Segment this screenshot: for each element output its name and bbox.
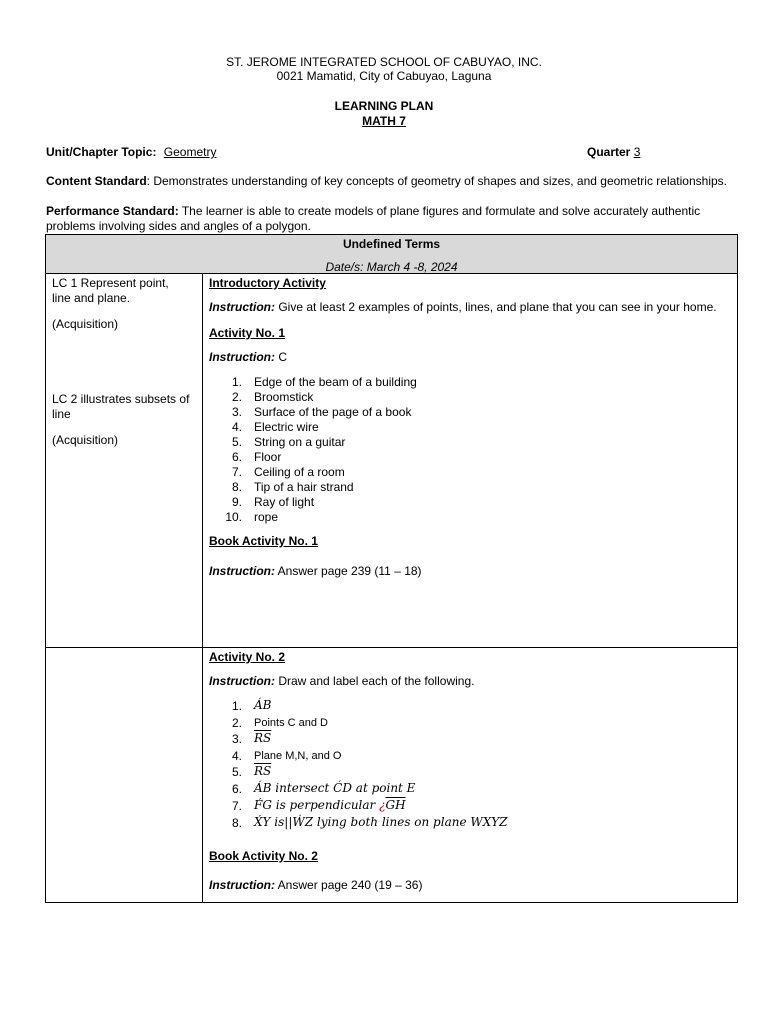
act1-instruction-label: Instruction:: [209, 350, 275, 364]
plan-subject: MATH 7: [362, 114, 406, 128]
list-item: Ray of light: [254, 495, 315, 509]
row1-right: Introductory Activity Instruction: Give at least 2 examples of points, lines, and plane that you can see in your home. Activity No. 1 Instruction: C 1. Edge of the beam of a building 2. Broomstick 3. Surface of the page of a book 4. Electric wire 5. String on a guitar 6. Floor 7. Ceiling of a room 8. Tip of a hair strand 9. Ray of light 10. rope Book Activity No. 1 Instruction: Answer page 239 (11 – 18): [203, 274, 738, 648]
intro-instruction-text: Give at least 2 examples of points, lines, and plane that you can see in your home.: [275, 300, 717, 314]
list-item: Points C and D: [254, 717, 328, 729]
lc2-tag: (Acquisition): [52, 433, 119, 447]
row2-right: Activity No. 2 Instruction: Draw and label each of the following. 1. ÁB 2. Points C and D 3. $\overline{RS}$ 4. Plane M,N, and O 5. $\overline{RS}$ 6. ÁB intersect ĆD at point E 7. F́G is perpendicular ¿$\overline{GH}$ 8. X́Y is||ẂZ lying both lines on plane WXYZ Book Activity No. 2 Instruction: Answer page 240 (19 – 36): [203, 648, 738, 903]
list-item: Broomstick: [254, 390, 314, 404]
plan-title: LEARNING PLAN: [334, 99, 434, 113]
topic-label: Unit/Chapter Topic:: [46, 145, 157, 159]
book1-instruction-label: Instruction:: [209, 564, 275, 578]
list-item: Edge of the beam of a building: [254, 375, 417, 389]
table-dates: Date/s: March 4 -8, 2024: [325, 260, 458, 274]
list-item: Electric wire: [254, 420, 319, 434]
content-standard-text: : Demonstrates understanding of key concepts of geometry of shapes and sizes, and geometric relationships.: [146, 174, 727, 188]
list-item: Ceiling of a room: [254, 465, 345, 479]
topic-row: [46, 145, 646, 159]
book1-title: Book Activity No. 1: [209, 534, 318, 548]
act1-instruction: [209, 350, 287, 364]
book2-title: Book Activity No. 2: [209, 849, 318, 863]
lc1-line1: LC 1 Represent point,: [52, 276, 169, 290]
act2-instruction-text: Draw and label each of the following.: [275, 674, 475, 688]
plan-header: [0, 99, 768, 129]
table-heading-title: Undefined Terms: [342, 237, 441, 251]
list-item: rope: [254, 510, 279, 524]
list-item: Surface of the page of a book: [254, 405, 412, 419]
lc1-line2: line and plane.: [52, 291, 131, 305]
act2-title: Activity No. 2: [209, 650, 286, 664]
act1-title: Activity No. 1: [209, 326, 286, 340]
quarter-value: 3: [633, 145, 641, 159]
book1-instruction: [209, 564, 422, 578]
performance-standard-label: Performance Standard:: [46, 204, 179, 218]
list-item: Floor: [254, 450, 282, 464]
list-item: X́Y is||ẂZ lying both lines on plane WXYZ: [254, 815, 508, 829]
row1-left: [46, 274, 203, 648]
lc2-line2: line: [52, 407, 71, 421]
book2-instruction: [209, 878, 422, 892]
list-item: ÁB intersect ĆD at point E: [254, 781, 416, 795]
book1-instruction-text: Answer page 239 (11 – 18): [275, 564, 422, 578]
book2-instruction-text: Answer page 240 (19 – 36): [275, 878, 423, 892]
lc1-tag: (Acquisition): [52, 317, 119, 331]
school-address: 0021 Mamatid, City of Cabuyao, Laguna: [276, 69, 492, 83]
act2-instruction-label: Instruction:: [209, 674, 275, 688]
intro-instruction: [209, 300, 717, 314]
content-standard: [46, 174, 736, 189]
intro-title: Introductory Activity: [209, 276, 326, 290]
act2-instruction: [209, 674, 474, 688]
list-item: Plane M,N, and O: [254, 750, 342, 762]
list-item: Tip of a hair strand: [254, 480, 354, 494]
table-heading: [46, 235, 738, 274]
lc2-line1: LC 2 illustrates subsets of: [52, 392, 190, 406]
list-item: String on a guitar: [254, 435, 346, 449]
intro-instruction-label: Instruction:: [209, 300, 275, 314]
content-standard-label: Content Standard: [46, 174, 147, 188]
quarter-label: Quarter: [587, 145, 631, 159]
lesson-table: [45, 234, 738, 903]
performance-standard: [46, 204, 736, 234]
topic-value: Geometry: [163, 145, 217, 159]
row2-left: [46, 648, 203, 903]
list-item: $\overline{RS}$: [254, 764, 272, 778]
quarter: [587, 145, 640, 159]
list-item: $\overline{RS}$: [254, 731, 272, 745]
school-name: ST. JEROME INTEGRATED SCHOOL OF CABUYAO, INC.: [226, 55, 542, 69]
act1-instruction-text: C: [275, 350, 287, 364]
school-header: [0, 55, 768, 83]
performance-standard-text: The learner is able to create models of plane figures and formulate and solve accurately authentic problems involving sides and angles of a polygon.: [46, 204, 701, 233]
list-item: F́G is perpendicular ¿$\overline{GH}$: [254, 798, 406, 812]
book2-instruction-label: Instruction:: [209, 878, 275, 892]
list-item: ÁB: [254, 698, 272, 712]
